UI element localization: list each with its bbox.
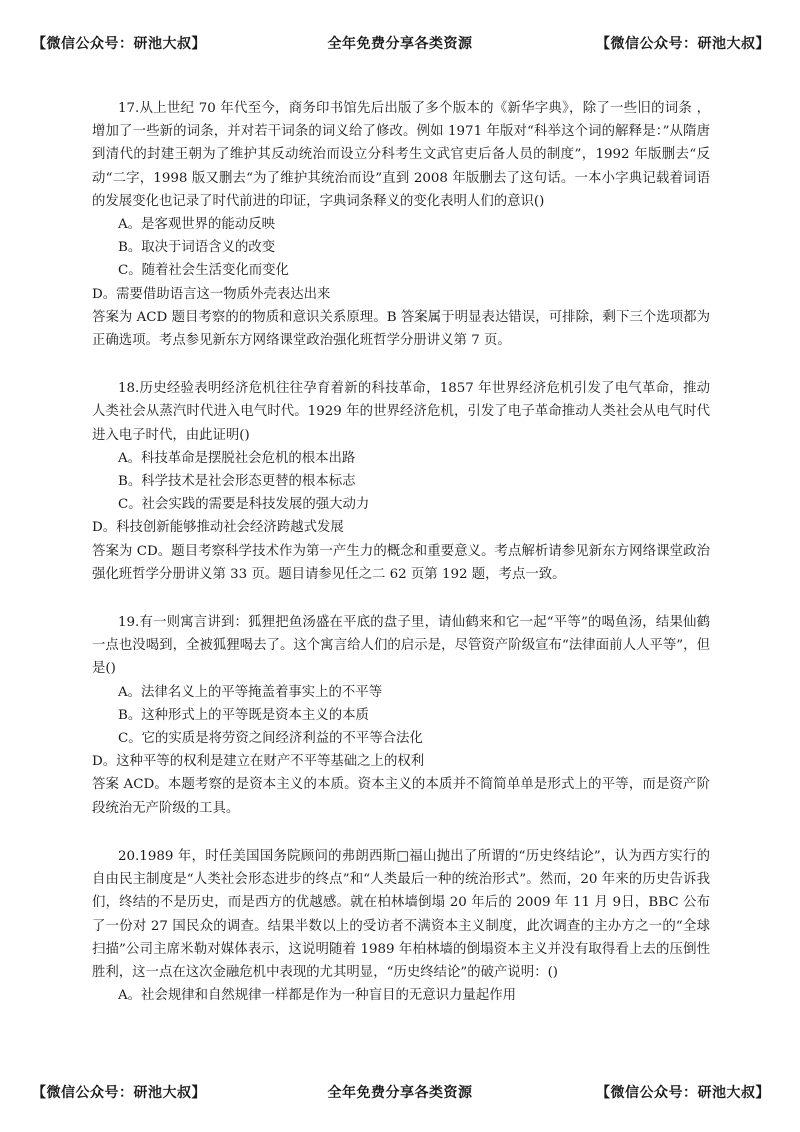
option-c: C。随着社会生活变化而变化: [118, 263, 289, 279]
option-d: D。需要借助语言这一物质外壳表达出来: [92, 286, 331, 302]
option-b: B。取决于词语含义的改变: [118, 240, 276, 256]
footer-center-text: 全年免费分享各类资源: [327, 1085, 473, 1101]
question-20: [92, 845, 710, 1007]
answer-text: 答案为 CD。题目考察科学技术作为第一产生力的概念和重要意义。考点解析请参见新东方网络课堂政治强化班哲学分册讲义第 33 页。题目请参见任之二 62 页第 192 题，考点一致。: [92, 543, 710, 582]
question-text: 20.1989 年，时任美国国务院顾问的弗朗西斯□福山抛出了所谓的“历史终结论”，认为西方实行的自由民主制度是“人类社会形态进步的终点”和“人类最后一种的统治形式”。然而，20 年来的历史告诉我们，终结的不是历史，而是西方的优越感。就在柏林墙倒塌 20 年后的 2009 年 11 月 9日，BBC 公布了一份对 27 国民众的调查。结果半数以上的受访者不满资本主义制度，此次调查的主办方之一的“全球扫描”公司主席米勒对媒体表示，这说明随着 1989 年柏林墙的倒塌资本主义并没有取得看上去的压倒性胜利，这一点在这次金融危机中表现的尤其明显，“历史终结论”的破产说明：(): [92, 848, 710, 980]
option-d: D。这种平等的权利是建立在财产不平等基础之上的权利: [92, 754, 425, 770]
document-body: [92, 97, 710, 1032]
question-18: [92, 377, 710, 586]
option-a: A。社会规律和自然规律一样都是作为一种盲目的无意识力量起作用: [118, 988, 516, 1004]
option-b: B。科学技术是社会形态更替的根本标志: [118, 474, 356, 490]
question-text: 19.有一则寓言讲到：狐狸把鱼汤盛在平底的盘子里，请仙鹤来和它一起“平等”的喝鱼汤，结果仙鹤一点也没喝到，全被狐狸喝去了。这个寓言给人们的启示是，尽管资产阶级宣布“法律面前人人平等”，但是(): [92, 615, 710, 677]
question-19: [92, 611, 710, 820]
footer-left-watermark: 【微信公众号：研池大叔】: [32, 1085, 206, 1101]
option-a: A。科技革命是摆脱社会危机的根本出路: [118, 450, 356, 466]
footer-right-watermark: 【微信公众号：研池大叔】: [596, 1085, 770, 1101]
question-text: 18.历史经验表明经济危机往往孕育着新的科技革命，1857 年世界经济危机引发了电气革命，推动人类社会从蒸汽时代进入电气时代。1929 年的世界经济危机，引发了电子革命推动人类社会从电气时代进入电子时代，由此证明(): [92, 381, 710, 443]
question-17: [92, 97, 710, 352]
header-right-watermark: 【微信公众号：研池大叔】: [596, 36, 770, 52]
header-left-watermark: 【微信公众号：研池大叔】: [32, 36, 206, 52]
answer-text: 答案 ACD。本题考察的是资本主义的本质。资本主义的本质并不简简单单是形式上的平等，而是资产阶段统治无产阶级的工具。: [92, 777, 710, 816]
header-center-text: 全年免费分享各类资源: [327, 36, 473, 52]
option-b: B。这种形式上的平等既是资本主义的本质: [118, 707, 369, 723]
answer-text: 答案为 ACD 题目考察的的物质和意识关系原理。B 答案属于明显表达错误，可排除，剩下三个选项都为正确选项。考点参见新东方网络课堂政治强化班哲学分册讲义第 7 页。: [92, 309, 710, 349]
option-a: A。法律名义上的平等掩盖着事实上的不平等: [118, 684, 383, 700]
option-d: D。科技创新能够推动社会经济跨越式发展: [92, 520, 344, 536]
option-c: C。社会实践的需要是科技发展的强大动力: [118, 497, 370, 513]
page-header: [0, 33, 800, 57]
option-a: A。是客观世界的能动反映: [118, 217, 275, 233]
option-c: C。它的实质是将劳资之间经济利益的不平等合法化: [118, 731, 423, 747]
page-footer: [0, 1082, 800, 1106]
question-text: 17.从上世纪 70 年代至今，商务印书馆先后出版了多个版本的《新华字典》，除了一些旧的词条 ，增加了一些新的词条，并对若干词条的词义给了修改。例如 1971 年版对“科举这个词的解释是：”从隋唐到清代的封建王朝为了维护其反动统治而设立分科考生文武官吏后备人员的制度”，1992 年版删去“反动“二字，1998 版又删去“为了维护其统治而设”直到 2008 年版删去了这句话。一本小字典记载着词语的发展变化也记录了时代前进的印证，字典词条释义的变化表明人们的意识(): [92, 101, 710, 209]
